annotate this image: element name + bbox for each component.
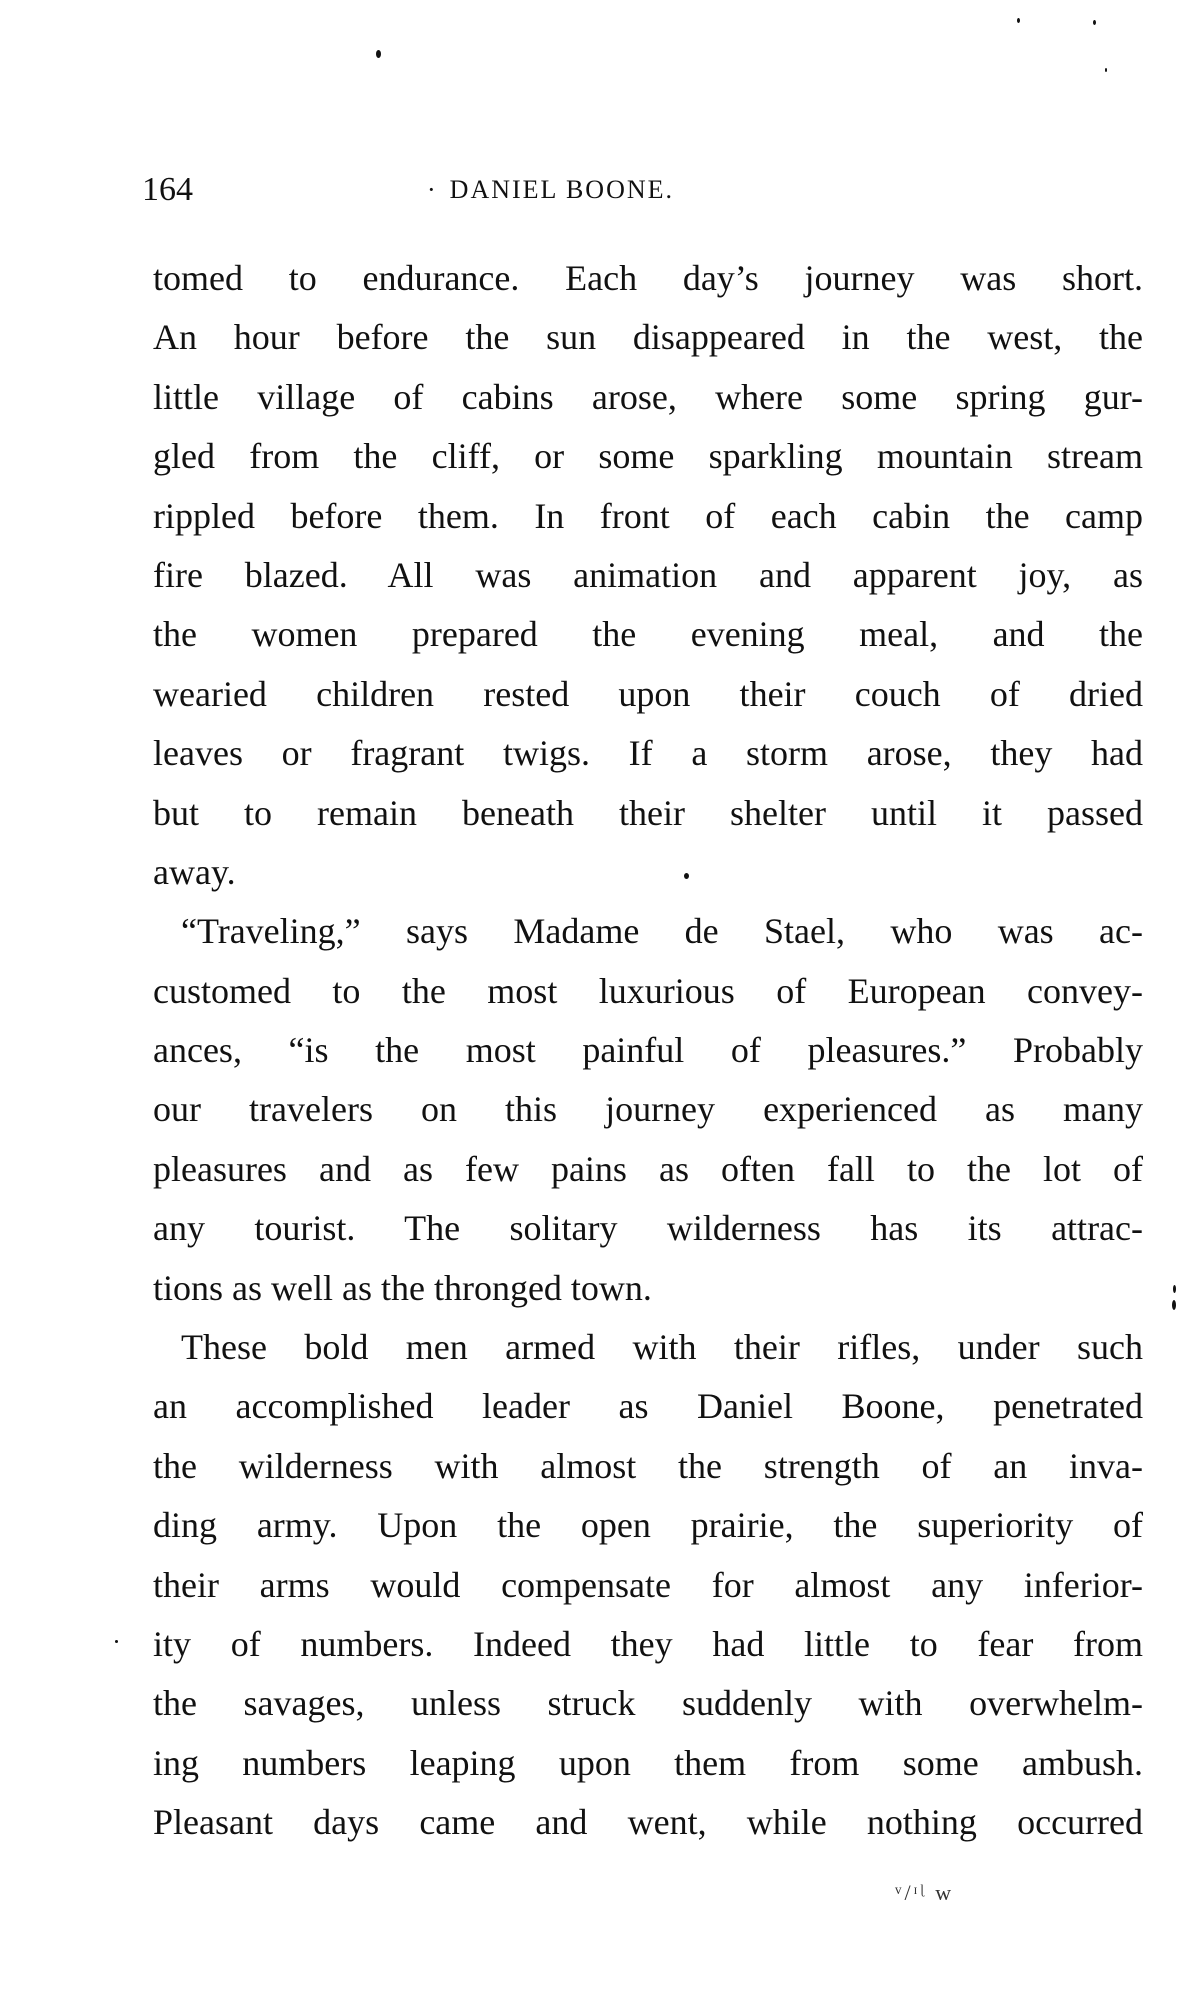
text-line: an accomplished leader as Daniel Boone, penetrated (153, 1386, 1143, 1427)
text-line: but to remain beneath their shelter until it passed (153, 792, 1143, 833)
library-stamp: ᵛ/ᶦᶩ ᴡ (895, 1880, 955, 1905)
paragraph-start-line: “Traveling,” says Madame de Stael, who was ac- (181, 911, 1143, 952)
text-line: the savages, unless struck suddenly with overwhelm- (153, 1683, 1143, 1724)
scan-speck (115, 1640, 118, 1643)
text-line: Pleasant days came and went, while nothing occurred (153, 1802, 1143, 1843)
running-title: DANIEL BOONE. (449, 175, 675, 204)
text-line: tomed to endurance. Each day’s journey was short. (153, 258, 1143, 298)
body-text (153, 249, 1143, 1853)
scan-speck (1173, 1285, 1176, 1293)
text-line: ances, “is the most painful of pleasures.” Probably (153, 1030, 1143, 1071)
text-line: their arms would compensate for almost any inferior- (153, 1564, 1143, 1605)
text-line: any tourist. The solitary wilderness has its attrac- (153, 1208, 1143, 1249)
text-line: ing numbers leaping upon them from some ambush. (153, 1742, 1143, 1783)
text-line: gled from the cliff, or some sparkling mountain stream (153, 436, 1143, 477)
text-line: little village of cabins arose, where some spring gur- (153, 376, 1143, 417)
scan-speck (684, 873, 689, 879)
text-line: customed to the most luxurious of European convey- (153, 970, 1143, 1011)
paragraph-end-line: away. (153, 851, 236, 892)
scan-speck (1017, 18, 1020, 23)
text-line: our travelers on this journey experienced as many (153, 1089, 1143, 1130)
running-title-group (427, 168, 674, 212)
scan-speck (1105, 68, 1107, 72)
text-line: pleasures and as few pains as often fall to the lot of (153, 1148, 1143, 1189)
scan-speck (1172, 1300, 1176, 1310)
paragraph-start-line: These bold men armed with their rifles, under such (181, 1327, 1143, 1368)
bullet-mark: · (427, 175, 438, 204)
page-number: 164 (142, 171, 193, 208)
text-line: An hour before the sun disappeared in the west, the (153, 317, 1143, 358)
text-line: the wilderness with almost the strength of an inva- (153, 1445, 1143, 1486)
text-line: ding army. Upon the open prairie, the superiority of (153, 1505, 1143, 1546)
paragraph-end-line: tions as well as the thronged town. (153, 1267, 652, 1308)
text-line: fire blazed. All was animation and apparent joy, as (153, 554, 1143, 595)
scan-speck (1093, 20, 1096, 25)
text-line: leaves or fragrant twigs. If a storm arose, they had (153, 733, 1143, 774)
scan-speck (376, 50, 381, 58)
text-line: the women prepared the evening meal, and the (153, 614, 1143, 655)
text-line: rippled before them. In front of each cabin the camp (153, 495, 1143, 536)
running-head (142, 168, 1142, 212)
text-line: ity of numbers. Indeed they had little to fear from (153, 1623, 1143, 1664)
text-line: wearied children rested upon their couch of dried (153, 673, 1143, 714)
